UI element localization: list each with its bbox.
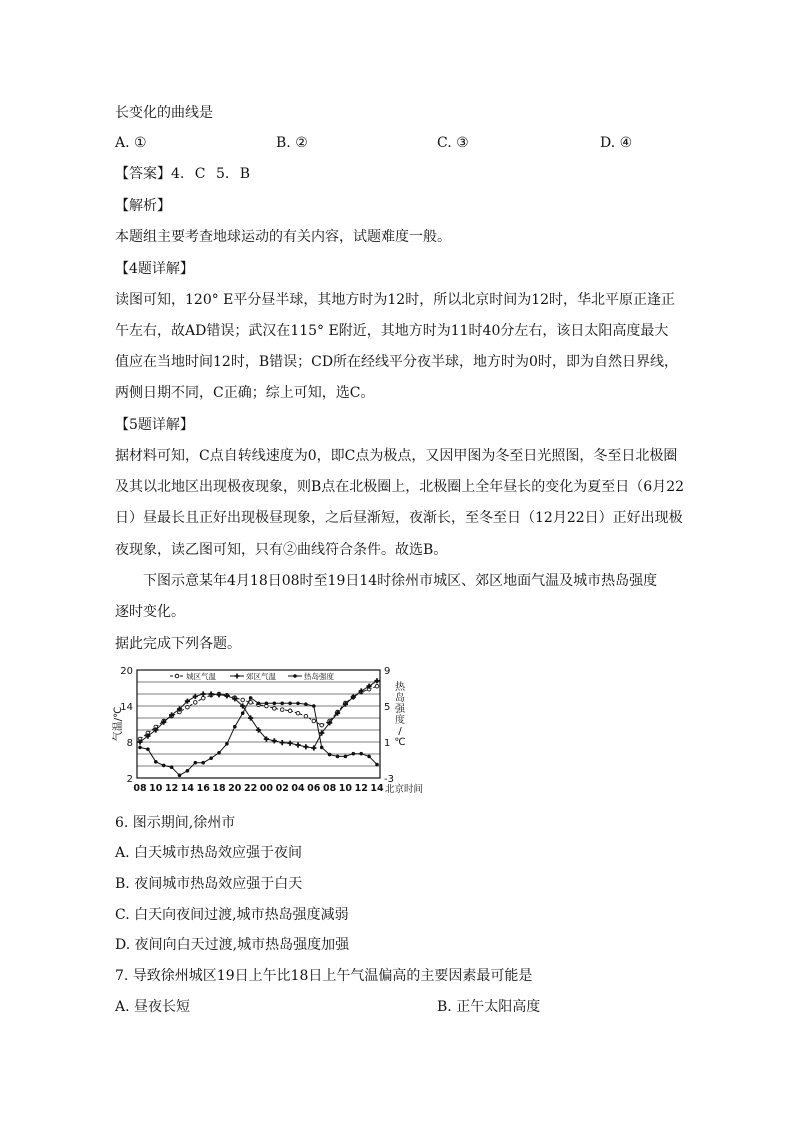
data-point bbox=[375, 763, 379, 767]
series-line bbox=[140, 681, 377, 748]
data-point bbox=[257, 702, 261, 706]
y-right-tick-label: 5 bbox=[384, 702, 391, 713]
x-tick-label: 08 bbox=[322, 783, 337, 794]
data-point bbox=[209, 756, 213, 760]
chart-grid bbox=[137, 682, 380, 766]
data-point bbox=[194, 761, 198, 765]
q5-heading: 【5题详解】 bbox=[115, 417, 194, 433]
q4-line: 午左右，故AD错误；武汉在115° E附近，其地方时为11时40分左右，该日太阳高度最大 bbox=[115, 323, 669, 339]
q7-option-a: A. 昼夜长短 bbox=[115, 999, 191, 1015]
data-point bbox=[304, 702, 308, 706]
x-tick-label: 14 bbox=[370, 783, 384, 794]
x-tick-label: 10 bbox=[338, 783, 353, 794]
legend-label: 郊区气温 bbox=[246, 672, 276, 681]
y-left-tick-label: 14 bbox=[120, 702, 133, 713]
data-point bbox=[194, 701, 198, 705]
y-left-tick-label: 20 bbox=[120, 666, 133, 677]
data-point bbox=[375, 684, 379, 688]
q6-option-a: A. 白天城市热岛效应强于夜间 bbox=[115, 845, 303, 861]
q6-option-c: C. 白天向夜间过渡,城市热岛强度减弱 bbox=[115, 907, 349, 923]
legend-label: 城区气温 bbox=[186, 672, 216, 681]
q5-line: 夜现象，读乙图可知，只有②曲线符合条件。故选B。 bbox=[115, 542, 448, 558]
data-point bbox=[248, 715, 253, 720]
legend-marker bbox=[235, 674, 240, 679]
q7-option-b: B. 正午太阳高度 bbox=[437, 999, 541, 1015]
y-right-tick-label: 9 bbox=[384, 666, 391, 677]
data-point bbox=[320, 723, 324, 727]
data-point bbox=[201, 761, 205, 765]
x-tick-label: 14 bbox=[180, 783, 195, 794]
data-point bbox=[367, 755, 371, 759]
x-tick-label: 18 bbox=[212, 783, 226, 794]
data-point bbox=[280, 740, 285, 745]
x-tick-label: 00 bbox=[259, 783, 274, 794]
q4-line: 读图可知，120° E平分昼半球，其地方时为12时，所以北京时间为12时，华北平原正逢正 bbox=[115, 292, 676, 308]
data-point bbox=[249, 696, 253, 700]
data-point bbox=[328, 753, 332, 757]
y-left-tick-label: 2 bbox=[126, 774, 133, 785]
data-point bbox=[186, 769, 190, 773]
data-point bbox=[217, 751, 221, 755]
data-point bbox=[193, 694, 198, 699]
chart-legend bbox=[170, 671, 334, 681]
data-point bbox=[273, 707, 277, 711]
data-point bbox=[288, 741, 293, 746]
x-tick-label: 04 bbox=[291, 783, 305, 794]
analysis-heading: 【解析】 bbox=[115, 198, 171, 214]
legend-label: 热岛强度 bbox=[304, 672, 334, 681]
x-tick-label: 02 bbox=[275, 783, 289, 794]
q5-option-c: C. ③ bbox=[437, 135, 469, 151]
q5-option-d: D. ④ bbox=[600, 135, 633, 151]
material-line: 逐时变化。 bbox=[115, 604, 185, 620]
y-right-tick-label: 1 bbox=[384, 738, 391, 749]
x-tick-label: 12 bbox=[354, 783, 368, 794]
data-point bbox=[241, 698, 245, 702]
legend-marker bbox=[175, 674, 179, 678]
material-line: 下图示意某年4月18日08时至19日14时徐州市城区、郊区地面气温及城市热岛强度 bbox=[143, 573, 658, 589]
data-point bbox=[162, 764, 166, 768]
chart-series bbox=[137, 678, 379, 777]
data-point bbox=[320, 746, 324, 750]
data-point bbox=[288, 702, 292, 706]
y-left-tick-label: 8 bbox=[126, 738, 133, 749]
data-point bbox=[201, 691, 206, 696]
q4-heading: 【4题详解】 bbox=[115, 261, 194, 277]
x-tick-label: 20 bbox=[228, 783, 242, 794]
data-point bbox=[186, 705, 190, 709]
q5-line: 及其以北地区出现极夜现象，则B点在北极圈上，北极圈上全年昼长的变化为夏至日（6月22 bbox=[115, 479, 685, 495]
series-line bbox=[140, 698, 377, 775]
y-right-tick-label: -3 bbox=[384, 774, 394, 785]
data-point bbox=[178, 774, 182, 778]
q6-option-b: B. 夜间城市热岛效应强于白天 bbox=[115, 876, 303, 892]
data-point bbox=[311, 745, 316, 750]
data-point bbox=[273, 702, 277, 706]
data-point bbox=[352, 752, 356, 756]
x-tick-label: 10 bbox=[149, 783, 163, 794]
q6-stem: 6. 图示期间,徐州市 bbox=[115, 815, 236, 831]
data-point bbox=[138, 746, 142, 750]
q7-stem: 7. 导致徐州城区19日上午比18日上午气温偏高的主要因素最可能是 bbox=[115, 968, 533, 984]
q5-line: 日）昼最长且正好出现极昼现象，之后昼渐短，夜渐长，至冬至日（12月22日）正好出现极 bbox=[115, 510, 683, 526]
x-tick-label: 06 bbox=[307, 783, 321, 794]
data-point bbox=[280, 702, 284, 706]
data-point bbox=[154, 760, 158, 764]
data-point bbox=[272, 738, 277, 743]
x-tick-label: 16 bbox=[196, 783, 210, 794]
data-point bbox=[233, 725, 237, 729]
data-point bbox=[170, 765, 174, 769]
data-point bbox=[344, 755, 348, 759]
data-point bbox=[303, 744, 308, 749]
instruction: 据此完成下列各题。 bbox=[115, 636, 241, 652]
data-point bbox=[225, 742, 229, 746]
q5-option-a: A. ① bbox=[115, 135, 147, 151]
data-point bbox=[312, 719, 316, 723]
data-point bbox=[201, 696, 205, 700]
q4-line: 值应在当地时间12时，B错误；CD所在经线平分夜半球，地方时为0时，即为自然日界线， bbox=[115, 354, 678, 370]
data-point bbox=[288, 709, 292, 713]
data-point bbox=[296, 702, 300, 706]
data-point bbox=[304, 714, 308, 718]
x-tick-label: 22 bbox=[243, 783, 258, 794]
q5-stem-tail: 长变化的曲线是 bbox=[115, 105, 213, 121]
x-axis-label: 北京时间 bbox=[385, 784, 424, 795]
q5-option-b: B. ② bbox=[276, 135, 308, 151]
q6-option-d: D. 夜间向白天过渡,城市热岛强度加强 bbox=[115, 937, 350, 953]
temperature-chart bbox=[110, 660, 430, 800]
data-point bbox=[296, 711, 300, 715]
legend-marker bbox=[293, 674, 297, 678]
data-point bbox=[312, 704, 316, 708]
q4-line: 两侧日期不同，C正确；综上可知，选C。 bbox=[115, 385, 375, 401]
plot-frame bbox=[137, 670, 380, 778]
analysis-text: 本题组主要考查地球运动的有关内容，试题难度一般。 bbox=[115, 229, 451, 245]
q5-line: 据材料可知，C点自转线速度为0，即C点为极点，又因甲图为冬至日光照图，冬至日北极圈 bbox=[115, 448, 678, 464]
data-point bbox=[265, 702, 269, 706]
data-point bbox=[280, 708, 284, 712]
data-point bbox=[241, 711, 245, 715]
answer-line: 【答案】4. C 5. B bbox=[115, 166, 251, 182]
x-tick-label: 12 bbox=[164, 783, 179, 794]
y-right-axis-label: 热岛强度/ ℃ bbox=[394, 682, 406, 748]
data-point bbox=[359, 752, 363, 756]
x-tick-label: 08 bbox=[133, 783, 147, 794]
data-point bbox=[146, 747, 150, 751]
data-point bbox=[295, 742, 300, 747]
y-left-axis-label: 气温/℃ bbox=[113, 706, 124, 742]
data-point bbox=[336, 755, 340, 759]
